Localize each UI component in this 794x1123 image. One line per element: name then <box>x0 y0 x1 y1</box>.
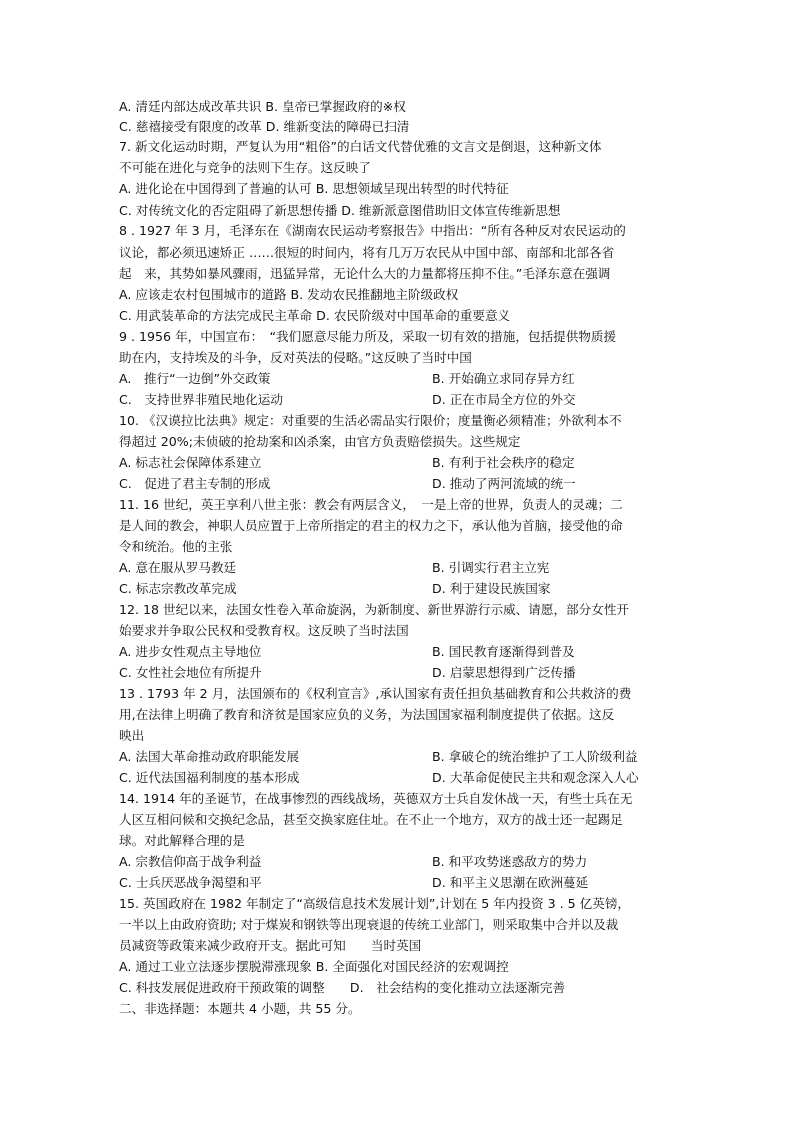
q12-options-cd <box>119 663 679 682</box>
q13-option-c: C. 近代法国福利制度的基本形成 <box>119 770 300 785</box>
q12-option-c: C. 女性社会地位有所提升 <box>119 665 262 680</box>
q13-option-a: A. 法国大革命推动政府职能发展 <box>119 749 300 764</box>
q13-options-cd <box>119 768 679 787</box>
q8-stem-1: 8 . 1927 年 3 月，毛泽东在《湖南农民运动考察报告》中指出：“所有各种反对农民运动的 <box>119 223 626 238</box>
q6-options-cd: C. 慈禧接受有限度的改革 D. 维新变法的障碍已扫清 <box>119 119 410 134</box>
q8-stem-3: 起 来，其势如暴风骤雨，迅猛异常，无论什么大的力量都将压抑不住。”毛泽东意在强调 <box>119 266 611 281</box>
q14-option-b: B. 和平攻势迷惑敌方的势力 <box>432 854 588 869</box>
q13-option-d: D. 大革命促使民主共和观念深入人心 <box>432 770 639 785</box>
q8-stem-2: 议论，都必须迅速矫正 ……很短的时间内，将有几万万农民从中国中部、南部和北部各省 <box>119 245 615 260</box>
q10-options-ab <box>119 453 679 472</box>
q7-stem-2: 不可能在进化与竞争的法则下生存。这反映了 <box>119 160 371 175</box>
q12-option-b: B. 国民教育逐渐得到普及 <box>432 644 575 659</box>
q13-stem-1: 13 . 1793 年 2 月，法国颁布的《权利宣言》,承认国家有责任担负基础教育和公共救济的费 <box>119 686 632 701</box>
q6-options-ab: A. 清廷内部达成改革共识 B. 皇帝已掌握政府的※权 <box>119 99 406 114</box>
q12-options-ab <box>119 642 679 661</box>
q12-option-a: A. 进步女性观点主导地位 <box>119 644 262 659</box>
q7-options-ab: A. 进化论在中国得到了普遍的认可 B. 思想领域呈现出转型的时代特征 <box>119 181 509 196</box>
q14-stem-3: 球。对此解释合理的是 <box>119 833 245 848</box>
q11-option-d: D. 利于建设民族国家 <box>432 581 551 596</box>
q9-option-b: B. 开始确立求同存异方红 <box>432 371 575 386</box>
q14-stem-2: 人区互相问候和交换纪念品，甚至交换家庭住址。在不止一个地方，双方的战士还一起踢足 <box>119 812 623 827</box>
q13-stem-2: 用,在法律上明确了教育和济贫是国家应负的义务，为法国国家福利制度提供了依据。这反 <box>119 707 615 722</box>
q11-options-cd <box>119 579 679 598</box>
q7-options-cd: C. 对传统文化的否定阻碍了新思想传播 D. 维新派意图借助旧文体宣传维新思想 <box>119 203 561 218</box>
q15-stem-2: 一半以上由政府资助; 对于煤炭和钢铁等出现衰退的传统工业部门，则采取集中合并以及裁 <box>119 917 619 932</box>
q12-stem-1: 12. 18 世纪以来，法国女性卷入革命旋涡，为新制度、新世界游行示威、请愿，部分女性开 <box>119 602 630 617</box>
q14-option-c: C. 士兵厌恶战争渴望和平 <box>119 875 262 890</box>
q13-options-ab <box>119 747 679 766</box>
q14-option-a: A. 宗教信仰高于战争利益 <box>119 854 262 869</box>
section-heading-non-choice: 二、非选择题：本题共 4 小题，共 55 分。 <box>119 1001 361 1016</box>
q15-options-cd: C. 科技发展促进政府干预政策的调整 D. 社会结构的变化推动立法逐渐完善 <box>119 980 566 995</box>
q8-options-cd: C. 用武装革命的方法完成民主革命 D. 农民阶级对中国革命的重要意义 <box>119 308 511 323</box>
q12-option-d: D. 启蒙思想得到广泛传播 <box>432 665 576 680</box>
q11-option-b: B. 引调实行君主立宪 <box>432 560 550 575</box>
q11-stem-2: 是人间的教会，神职人员应置于上帝所指定的君主的权力之下，承认他为首脑，接受他的命 <box>119 518 623 533</box>
q9-options-cd <box>119 390 679 409</box>
q9-option-c: C. 支持世界非殖民地化运动 <box>119 392 283 407</box>
q9-stem-1: 9 . 1956 年，中国宣布： “我们愿意尽能力所及，采取一切有效的措施，包括提供物质援 <box>119 329 617 344</box>
q15-stem-1: 15. 英国政府在 1982 年制定了“高级信息技术发展计划”,计划在 5 年内投资 3 . 5 亿英镑， <box>119 896 631 911</box>
q14-options-ab <box>119 852 679 871</box>
q11-option-a: A. 意在服从罗马教廷 <box>119 560 237 575</box>
q14-options-cd <box>119 873 679 892</box>
q9-option-d: D. 正在市局全方位的外交 <box>432 392 576 407</box>
q10-option-c: C. 促进了君主专制的形成 <box>119 476 271 491</box>
q9-stem-2: 助在内，支持埃及的斗争，反对英法的侵略。”这反映了当时中国 <box>119 350 472 365</box>
q12-stem-2: 始要求并争取公民权和受教育权。这反映了当时法国 <box>119 623 409 638</box>
q10-stem-1: 10. 《汉谟拉比法典》规定：对重要的生活必需品实行限价；度量衡必须精准；外欲利本不 <box>119 413 622 428</box>
q13-stem-3: 映出 <box>119 728 145 743</box>
q15-stem-3: 员减资等政策来减少政府开支。据此可知 当时英国 <box>119 938 422 953</box>
q10-stem-2: 得超过 20%;未侦破的抢劫案和凶杀案，由官方负责赔偿损失。这些规定 <box>119 434 521 449</box>
q10-option-d: D. 推动了两河流域的统一 <box>432 476 576 491</box>
q10-option-b: B. 有利于社会秩序的稳定 <box>432 455 575 470</box>
q11-option-c: C. 标志宗教改革完成 <box>119 581 237 596</box>
q14-option-d: D. 和平主义思潮在欧洲蔓延 <box>432 875 589 890</box>
q15-options-ab: A. 通过工业立法逐步摆脱滞涨现象 B. 全面强化对国民经济的宏观调控 <box>119 959 509 974</box>
q11-stem-3: 令和统治。他的主张 <box>119 539 233 554</box>
q10-option-a: A. 标志社会保障体系建立 <box>119 455 262 470</box>
q11-stem-1: 11. 16 世纪，英王享利八世主张：教会有两层含义， 一是上帝的世界，负责人的灵魂；二 <box>119 497 623 512</box>
q14-stem-1: 14. 1914 年的圣诞节，在战事惨烈的西线战场，英德双方士兵自发休战一天，有些士兵在无 <box>119 791 633 806</box>
q9-option-a: A. 推行“一边倒”外交政策 <box>119 371 271 386</box>
q9-options-ab <box>119 369 679 388</box>
q13-option-b: B. 拿破仑的统治维护了工人阶级利益 <box>432 749 638 764</box>
q10-options-cd <box>119 474 679 493</box>
q7-stem-1: 7. 新文化运动时期，严复认为用“粗俗”的白话文代替优雅的文言文是倒退，这种新文体 <box>119 139 602 154</box>
q8-options-ab: A. 应该走农村包围城市的道路 B. 发动农民推翻地主阶级政权 <box>119 287 459 302</box>
q11-options-ab <box>119 558 679 577</box>
